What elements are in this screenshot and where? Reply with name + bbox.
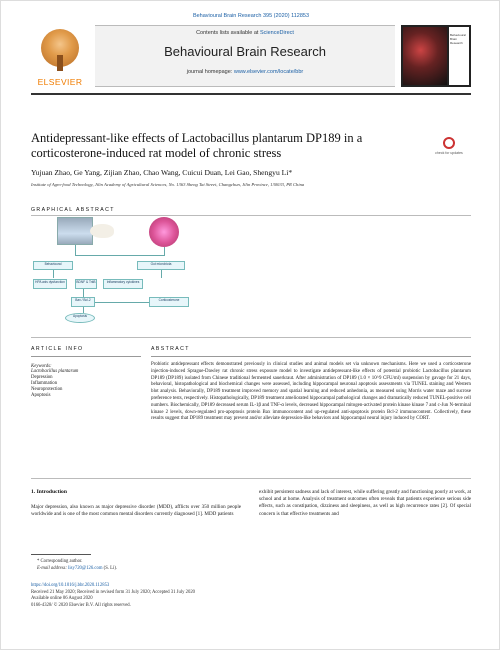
body-column-left xyxy=(31,489,241,518)
online-date: Available online 06 August 2020 xyxy=(31,596,93,602)
check-for-updates-badge[interactable]: check for updates xyxy=(435,137,463,159)
bacteria-image xyxy=(149,217,179,247)
ga-box: Behavioural xyxy=(33,261,73,270)
keywords-heading: Keywords: xyxy=(31,364,52,369)
keyword: Apoptosis xyxy=(31,393,51,398)
introduction-heading: 1. Introduction xyxy=(31,489,67,495)
rat-photo xyxy=(57,217,93,245)
ga-box: Gut microbiota xyxy=(137,261,185,270)
ga-box: BDNF & TrkB xyxy=(75,279,97,289)
copyright: 0166-4328/ © 2020 Elsevier B.V. All rights reserved. xyxy=(31,602,131,608)
article-title: Antidepressant-like effects of Lactobacillus plantarum DP189 in a corticosterone-induced rat model of chronic stress xyxy=(31,131,363,160)
article-info xyxy=(31,346,141,399)
article-info-heading: ARTICLE INFO xyxy=(31,346,84,352)
ga-box: Inflammatory cytokines xyxy=(103,279,143,289)
publication-info xyxy=(31,583,331,609)
sciencedirect-link[interactable]: ScienceDirect xyxy=(259,30,294,36)
journal-masthead xyxy=(31,25,471,87)
graphical-abstract-heading: GRAPHICAL ABSTRACT xyxy=(31,207,115,213)
abstract-heading: ABSTRACT xyxy=(151,346,190,352)
journal-cover-image: Behavioural Brain Research xyxy=(401,25,471,87)
keyword: Lactobacillus plantarum xyxy=(31,369,79,374)
keyword: Inflammation xyxy=(31,381,58,386)
journal-title: Behavioural Brain Research xyxy=(164,44,326,59)
email-link[interactable]: lisy720@126.com xyxy=(68,566,103,571)
ga-box: Apoptosis xyxy=(73,314,87,318)
publisher-name: ELSEVIER xyxy=(37,77,83,87)
abstract xyxy=(151,346,471,423)
keyword: Neuroprotection xyxy=(31,387,63,392)
ga-box: Bax / Bcl-2 xyxy=(71,297,95,307)
masthead-banner: Contents lists available at ScienceDirect Behavioural Brain Research journal homepage: www.elsevier.com/locate/bbr xyxy=(95,25,395,87)
author-list: Yujuan Zhao, Ge Yang, Zijian Zhao, Chao Wang, Cuicui Duan, Lei Gao, Shengyu Li* xyxy=(31,168,293,177)
journal-homepage-link[interactable]: www.elsevier.com/locate/bbr xyxy=(233,69,304,75)
intro-paragraph-continued: exhibit persistent sadness and lack of interest, while suffering greatly and functioning poorly at work, at school and at home. Analysis of treatment outcomes often reveals that patients experience serious side effects, such as constipation, dizziness and sleepiness, as well as high recurrence rates [2]. Of special concern is that effective treatments and xyxy=(259,489,471,517)
keyword: Depression xyxy=(31,375,53,380)
elsevier-logo xyxy=(31,25,89,87)
check-updates-icon xyxy=(443,137,455,149)
corresponding-note: * Corresponding author. xyxy=(37,559,83,564)
intro-paragraph: Major depression, also known as major depressive disorder (MDD), afflicts over 350 million people worldwide and is one of the most common mental disorders currently diagnosed [1]. MDD patients xyxy=(31,504,241,518)
affiliation: Institute of Agro-food Technology, Jilin Academy of Agricultural Sciences, No. 1363 Sheng Tai Street, Changchun, Jilin Province, 130033, PR China xyxy=(31,182,305,187)
ga-box: HPA axis dysfunction xyxy=(33,279,67,289)
journal-reference[interactable]: Behavioural Brain Research 395 (2020) 112853 xyxy=(192,13,310,19)
abstract-text: Probiotic antidepressant effects demonstrated previously in clinical studies and animal models set via unknown mechanisms. Here we used a corticosterone injection-induced Sprague-Dawley rat chronic stress exposure model to investigate antidepressant-like effects of potential probiotic Lactobacillus plantarum DP189 (DP189) isolated from Chinese traditional fermented sauerkraut. After administration of DP189 (1.0 × 10^9 CFU/ml) suspension by gavage for 21 days, behavioral, histopathological and biochemical changes were assessed, including hippocampal neuronal apoptosis assessments via TUNEL staining and Western blot analysis. Behaviorally, DP189 treatment improved memory and spatial learning and reduced anhedonia, as measured using Morris water maze and sucrose preference tests, respectively. Histopathologically, DP189 treatment ameliorated hippocampal pathological changes and dramatically reduced TUNEL-positive cell numbers. Biochemically, DP189 decreased serum IL-1β and TNF-α levels, decreased hippocampal mitogen-activated protein kinase kinase 7 and c-Jun N-terminal kinase 2 levels, down-regulated pro-apoptosis protein Bax immunocontent and up-regulated anti-apoptosis protein Bcl-2 immunocontent. Collectively, these results suggest that DP189 treatment may prevent and/or alleviate depression-like behaviors and hippocampal neural injury induced by CORT. xyxy=(151,362,471,422)
body-column-right xyxy=(259,489,471,518)
graphical-abstract-figure xyxy=(31,217,231,327)
received-dates: Received 21 May 2020; Received in revised form 31 July 2020; Accepted 31 July 2020 xyxy=(31,589,196,595)
doi-link[interactable]: https://doi.org/10.1016/j.bbr.2020.112853 xyxy=(31,583,110,588)
footnotes: * Corresponding author. E-mail address: lisy720@126.com (S. Li). xyxy=(31,558,331,572)
masthead-rule xyxy=(31,93,471,95)
ga-box: Corticosterone xyxy=(149,297,189,307)
